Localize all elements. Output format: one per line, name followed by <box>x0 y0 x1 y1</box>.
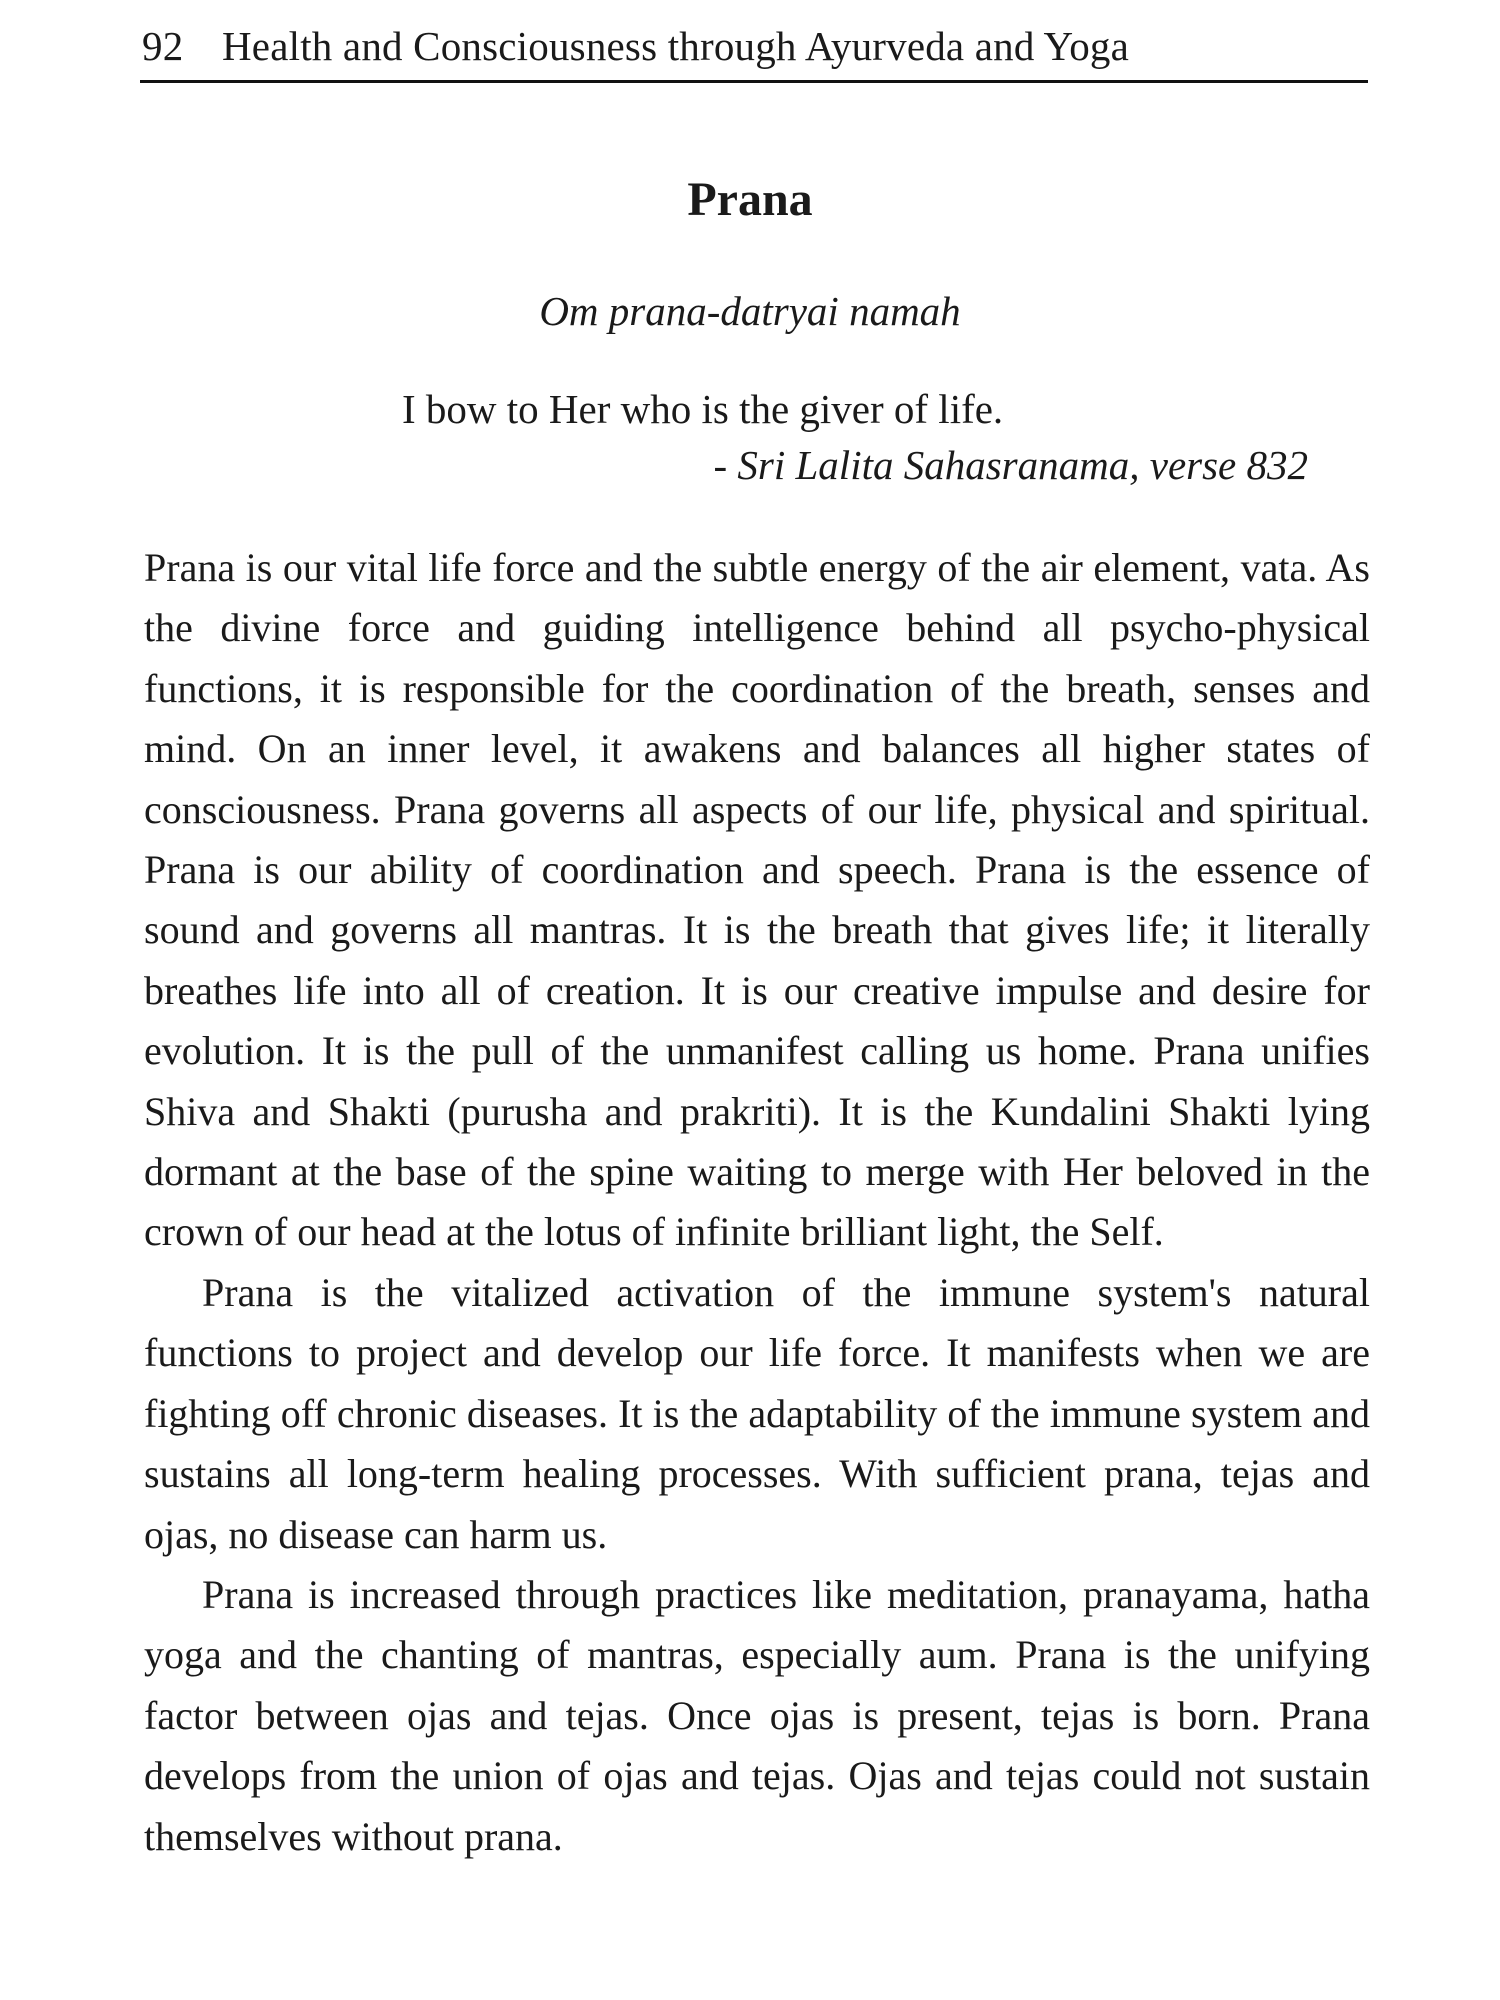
paragraph: Prana is our vital life force and the subtle energy of the air element, vata. As the divine force and guiding intelligence behind all psycho-physical functions, it is responsible for the coordination of the breath, senses and mind. On an inner level, it awakens and balances all higher states of consciousness. Prana governs all aspects of our life, physical and spiritual. Prana is our ability of coordination and speech. Prana is the essence of sound and governs all mantras. It is the breath that gives life; it literally breathes life into all of creation. It is our creative impulse and desire for evolution. It is the pull of the unmanifest calling us home. Prana unifies Shiva and Shakti (purusha and prakriti). It is the Kundalini Shakti lying dormant at the base of the spine waiting to merge with Her beloved in the crown of our head at the lotus of infinite brilliant light, the Self. <box>144 545 1370 1255</box>
mantra-invocation: Om prana-datryai namah <box>539 288 961 334</box>
book-title: Health and Consciousness through Ayurveda and Yoga <box>222 23 1129 69</box>
page-number: 92 <box>142 23 184 69</box>
mantra-translation: I bow to Her who is the giver of life. <box>402 386 1004 432</box>
paragraph: Prana is increased through practices like meditation, pranayama, hatha yoga and the chanting of mantras, especially aum. Prana is the unifying factor between ojas and tejas. Once ojas is present, tejas is born. Prana develops from the union of ojas and tejas. Ojas and tejas could not sustain themselves without prana. <box>144 1571 1370 1859</box>
section-title: Prana <box>687 173 813 226</box>
body-text <box>144 538 1370 1867</box>
verse-citation: - Sri Lalita Sahasranama, verse 832 <box>713 442 1308 488</box>
header-rule <box>140 80 1368 83</box>
running-header <box>142 22 1368 70</box>
paragraph: Prana is the vitalized activation of the immune system's natural functions to project and develop our life force. It manifests when we are fighting off chronic diseases. It is the adaptability of the immune system and sustains all long-term healing processes. With sufficient prana, tejas and ojas, no disease can harm us. <box>144 1269 1370 1557</box>
